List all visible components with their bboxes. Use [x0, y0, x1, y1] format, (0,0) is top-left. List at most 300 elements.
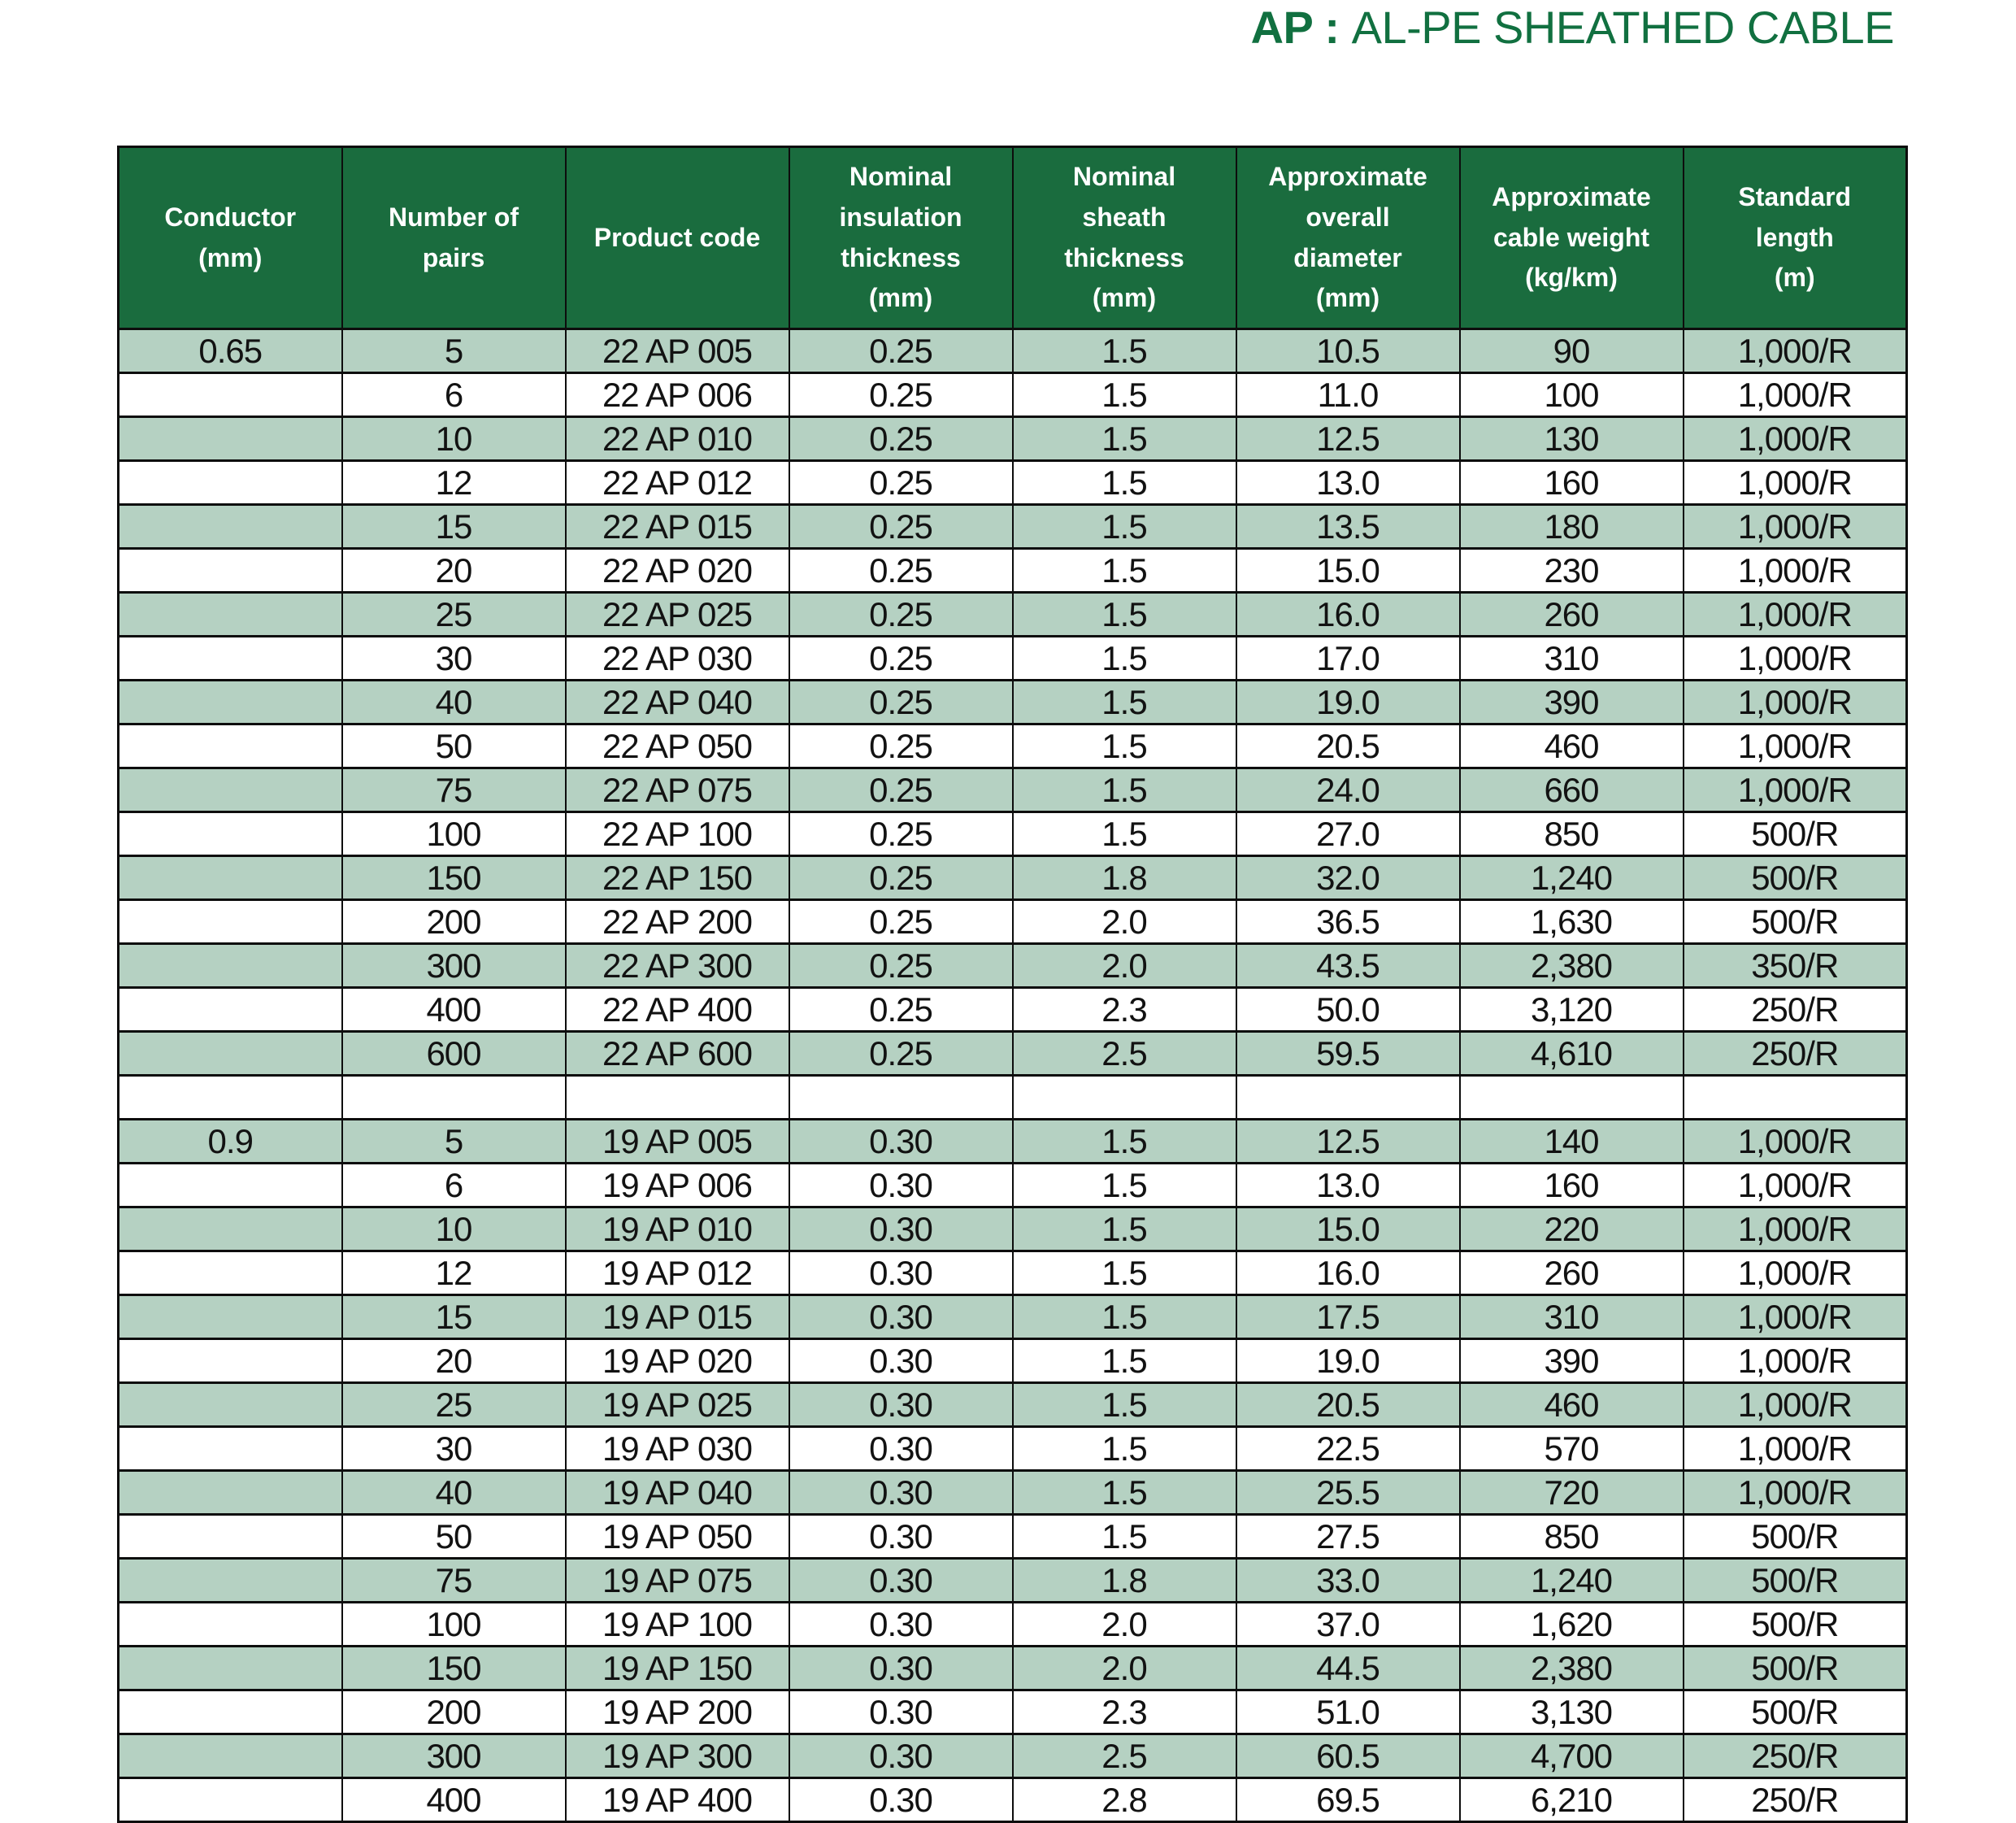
cell-diameter: 10.5 — [1236, 329, 1460, 373]
cell-insulation: 0.30 — [789, 1559, 1013, 1603]
cell-sheath: 1.5 — [1013, 724, 1236, 768]
cell-length: 1,000/R — [1684, 1471, 1907, 1515]
cell-pairs: 10 — [342, 1207, 566, 1251]
cell-weight: 460 — [1460, 724, 1684, 768]
cell-diameter: 25.5 — [1236, 1471, 1460, 1515]
separator-cell — [1460, 1076, 1684, 1120]
col-header-insulation — [789, 147, 1013, 329]
cell-code: 22 AP 006 — [566, 373, 789, 417]
cell-insulation: 0.30 — [789, 1603, 1013, 1647]
cell-code: 19 AP 150 — [566, 1647, 789, 1690]
table-row — [119, 1032, 1907, 1076]
cell-diameter: 16.0 — [1236, 1251, 1460, 1295]
col-header-line: (m) — [1774, 263, 1815, 293]
col-header-line: (mm) — [868, 283, 933, 313]
col-header-line: thickness — [1064, 242, 1184, 272]
cell-insulation: 0.25 — [789, 549, 1013, 593]
cell-sheath: 2.3 — [1013, 988, 1236, 1032]
cell-code: 22 AP 005 — [566, 329, 789, 373]
separator-cell — [1236, 1076, 1460, 1120]
table-row — [119, 505, 1907, 549]
cell-length: 1,000/R — [1684, 329, 1907, 373]
cell-insulation: 0.25 — [789, 461, 1013, 505]
col-header-product_code — [566, 147, 789, 329]
cell-diameter: 24.0 — [1236, 768, 1460, 812]
cell-weight: 1,240 — [1460, 856, 1684, 900]
cell-diameter: 16.0 — [1236, 593, 1460, 637]
cell-diameter: 37.0 — [1236, 1603, 1460, 1647]
cell-length: 250/R — [1684, 1734, 1907, 1778]
col-header-conductor — [119, 147, 342, 329]
col-header-line: (mm) — [198, 242, 263, 272]
cell-weight: 460 — [1460, 1383, 1684, 1427]
cell-pairs: 75 — [342, 1559, 566, 1603]
cell-length: 1,000/R — [1684, 637, 1907, 681]
cell-sheath: 2.5 — [1013, 1032, 1236, 1076]
cell-insulation: 0.25 — [789, 768, 1013, 812]
cell-pairs: 20 — [342, 549, 566, 593]
separator-cell — [342, 1076, 566, 1120]
cell-diameter: 19.0 — [1236, 1339, 1460, 1383]
cell-length: 250/R — [1684, 1778, 1907, 1822]
table-row — [119, 373, 1907, 417]
col-header-line: Standard — [1738, 182, 1852, 212]
table-row — [119, 549, 1907, 593]
cell-sheath: 2.8 — [1013, 1778, 1236, 1822]
cell-length: 1,000/R — [1684, 593, 1907, 637]
cell-code: 19 AP 006 — [566, 1164, 789, 1207]
cell-diameter: 44.5 — [1236, 1647, 1460, 1690]
cell-diameter: 20.5 — [1236, 1383, 1460, 1427]
cell-diameter: 33.0 — [1236, 1559, 1460, 1603]
cell-code: 22 AP 020 — [566, 549, 789, 593]
separator-row — [119, 1076, 1907, 1120]
header-row — [119, 147, 1907, 329]
cell-length: 350/R — [1684, 944, 1907, 988]
separator-cell — [1684, 1076, 1907, 1120]
col-header-line: overall — [1306, 202, 1390, 232]
cell-conductor — [119, 1295, 342, 1339]
cell-weight: 850 — [1460, 812, 1684, 856]
cell-pairs: 6 — [342, 373, 566, 417]
cell-weight: 2,380 — [1460, 944, 1684, 988]
col-header-length — [1684, 147, 1907, 329]
cell-insulation: 0.25 — [789, 944, 1013, 988]
cell-insulation: 0.30 — [789, 1120, 1013, 1164]
cell-insulation: 0.25 — [789, 329, 1013, 373]
cell-conductor — [119, 900, 342, 944]
cell-pairs: 300 — [342, 1734, 566, 1778]
cell-sheath: 1.5 — [1013, 1251, 1236, 1295]
cell-pairs: 30 — [342, 637, 566, 681]
cell-code: 22 AP 030 — [566, 637, 789, 681]
cell-code: 19 AP 075 — [566, 1559, 789, 1603]
cell-conductor: 0.65 — [119, 329, 342, 373]
cell-sheath: 2.0 — [1013, 1647, 1236, 1690]
cell-length: 1,000/R — [1684, 1207, 1907, 1251]
cell-sheath: 1.5 — [1013, 417, 1236, 461]
cell-weight: 1,240 — [1460, 1559, 1684, 1603]
cell-weight: 220 — [1460, 1207, 1684, 1251]
cell-conductor — [119, 1164, 342, 1207]
cell-diameter: 51.0 — [1236, 1690, 1460, 1734]
col-header-line: Product code — [593, 222, 761, 252]
table-row — [119, 1120, 1907, 1164]
cell-code: 19 AP 005 — [566, 1120, 789, 1164]
cell-code: 22 AP 040 — [566, 681, 789, 724]
cell-length: 500/R — [1684, 1515, 1907, 1559]
col-header-line: insulation — [839, 202, 962, 232]
cell-insulation: 0.30 — [789, 1515, 1013, 1559]
cell-weight: 390 — [1460, 1339, 1684, 1383]
cell-length: 500/R — [1684, 1647, 1907, 1690]
cell-length: 1,000/R — [1684, 461, 1907, 505]
cell-weight: 160 — [1460, 461, 1684, 505]
cell-pairs: 25 — [342, 593, 566, 637]
cell-code: 19 AP 100 — [566, 1603, 789, 1647]
cell-diameter: 12.5 — [1236, 1120, 1460, 1164]
cell-diameter: 12.5 — [1236, 417, 1460, 461]
cell-weight: 100 — [1460, 373, 1684, 417]
cell-sheath: 1.8 — [1013, 1559, 1236, 1603]
cell-insulation: 0.25 — [789, 637, 1013, 681]
cell-weight: 4,700 — [1460, 1734, 1684, 1778]
col-header-line: Nominal — [1072, 162, 1176, 192]
cell-pairs: 150 — [342, 856, 566, 900]
cell-pairs: 12 — [342, 1251, 566, 1295]
cell-diameter: 17.0 — [1236, 637, 1460, 681]
cell-insulation: 0.25 — [789, 900, 1013, 944]
cell-conductor — [119, 549, 342, 593]
table-body — [119, 329, 1907, 1822]
cell-sheath: 1.5 — [1013, 373, 1236, 417]
cell-sheath: 1.5 — [1013, 681, 1236, 724]
table-row — [119, 1559, 1907, 1603]
table-row — [119, 1295, 1907, 1339]
cell-diameter: 50.0 — [1236, 988, 1460, 1032]
col-header-line: Number of — [389, 202, 519, 232]
table-row — [119, 1603, 1907, 1647]
cell-sheath: 1.5 — [1013, 1164, 1236, 1207]
cell-sheath: 1.5 — [1013, 1383, 1236, 1427]
cell-sheath: 1.5 — [1013, 549, 1236, 593]
cell-weight: 850 — [1460, 1515, 1684, 1559]
cell-sheath: 1.5 — [1013, 812, 1236, 856]
cell-pairs: 15 — [342, 1295, 566, 1339]
cell-code: 22 AP 012 — [566, 461, 789, 505]
cell-diameter: 22.5 — [1236, 1427, 1460, 1471]
cell-sheath: 1.5 — [1013, 593, 1236, 637]
cell-conductor — [119, 1515, 342, 1559]
cell-insulation: 0.25 — [789, 681, 1013, 724]
cell-conductor — [119, 1647, 342, 1690]
cell-weight: 1,620 — [1460, 1603, 1684, 1647]
table-row — [119, 329, 1907, 373]
cell-weight: 180 — [1460, 505, 1684, 549]
cell-pairs: 100 — [342, 812, 566, 856]
table-row — [119, 724, 1907, 768]
col-header-pairs — [342, 147, 566, 329]
cell-insulation: 0.30 — [789, 1383, 1013, 1427]
cell-weight: 3,120 — [1460, 988, 1684, 1032]
cell-conductor — [119, 505, 342, 549]
cell-insulation: 0.25 — [789, 593, 1013, 637]
cell-pairs: 150 — [342, 1647, 566, 1690]
cell-insulation: 0.25 — [789, 373, 1013, 417]
table-row — [119, 1427, 1907, 1471]
cell-sheath: 1.5 — [1013, 768, 1236, 812]
cell-insulation: 0.25 — [789, 812, 1013, 856]
cell-code: 19 AP 050 — [566, 1515, 789, 1559]
cell-pairs: 5 — [342, 1120, 566, 1164]
cell-code: 19 AP 400 — [566, 1778, 789, 1822]
cell-conductor — [119, 1207, 342, 1251]
cell-conductor — [119, 812, 342, 856]
cell-length: 1,000/R — [1684, 1427, 1907, 1471]
cell-insulation: 0.25 — [789, 988, 1013, 1032]
cell-code: 22 AP 200 — [566, 900, 789, 944]
cell-weight: 570 — [1460, 1427, 1684, 1471]
cell-sheath: 2.5 — [1013, 1734, 1236, 1778]
page-title — [1251, 2, 1894, 54]
cell-length: 1,000/R — [1684, 549, 1907, 593]
table-row — [119, 1251, 1907, 1295]
cell-sheath: 1.5 — [1013, 461, 1236, 505]
cell-length: 500/R — [1684, 856, 1907, 900]
cell-conductor — [119, 1734, 342, 1778]
cell-code: 19 AP 015 — [566, 1295, 789, 1339]
cell-conductor — [119, 1339, 342, 1383]
cell-length: 500/R — [1684, 812, 1907, 856]
separator-cell — [566, 1076, 789, 1120]
cell-length: 1,000/R — [1684, 1339, 1907, 1383]
cell-code: 22 AP 150 — [566, 856, 789, 900]
cell-conductor — [119, 593, 342, 637]
cell-insulation: 0.30 — [789, 1295, 1013, 1339]
cell-sheath: 2.3 — [1013, 1690, 1236, 1734]
cell-length: 1,000/R — [1684, 1251, 1907, 1295]
cell-insulation: 0.30 — [789, 1647, 1013, 1690]
cell-length: 250/R — [1684, 1032, 1907, 1076]
page-title-name: AL-PE SHEATHED CABLE — [1351, 2, 1894, 53]
cell-conductor — [119, 724, 342, 768]
cell-weight: 310 — [1460, 1295, 1684, 1339]
col-header-line: Conductor — [164, 202, 297, 232]
cell-length: 1,000/R — [1684, 681, 1907, 724]
cell-insulation: 0.30 — [789, 1251, 1013, 1295]
cell-sheath: 2.0 — [1013, 944, 1236, 988]
col-header-line: length — [1755, 222, 1834, 252]
cell-insulation: 0.30 — [789, 1690, 1013, 1734]
cell-code: 22 AP 300 — [566, 944, 789, 988]
cell-sheath: 1.5 — [1013, 1339, 1236, 1383]
col-header-weight — [1460, 147, 1684, 329]
table-row — [119, 1734, 1907, 1778]
cell-sheath: 2.0 — [1013, 1603, 1236, 1647]
cell-insulation: 0.30 — [789, 1471, 1013, 1515]
cell-pairs: 50 — [342, 1515, 566, 1559]
cell-sheath: 1.5 — [1013, 505, 1236, 549]
table-row — [119, 1383, 1907, 1427]
cell-insulation: 0.25 — [789, 417, 1013, 461]
cell-sheath: 1.5 — [1013, 1207, 1236, 1251]
cell-diameter: 60.5 — [1236, 1734, 1460, 1778]
cell-insulation: 0.30 — [789, 1207, 1013, 1251]
cell-sheath: 1.8 — [1013, 856, 1236, 900]
cell-pairs: 200 — [342, 1690, 566, 1734]
cell-weight: 90 — [1460, 329, 1684, 373]
cell-diameter: 27.0 — [1236, 812, 1460, 856]
cell-code: 19 AP 010 — [566, 1207, 789, 1251]
cell-conductor — [119, 1778, 342, 1822]
cell-pairs: 600 — [342, 1032, 566, 1076]
cell-length: 1,000/R — [1684, 768, 1907, 812]
cell-length: 500/R — [1684, 1690, 1907, 1734]
table-row — [119, 768, 1907, 812]
cell-length: 1,000/R — [1684, 1120, 1907, 1164]
cell-pairs: 15 — [342, 505, 566, 549]
cell-insulation: 0.25 — [789, 724, 1013, 768]
table-row — [119, 900, 1907, 944]
cell-sheath: 1.5 — [1013, 1120, 1236, 1164]
cell-code: 19 AP 030 — [566, 1427, 789, 1471]
cell-conductor — [119, 417, 342, 461]
table-row — [119, 1471, 1907, 1515]
cell-code: 22 AP 400 — [566, 988, 789, 1032]
cell-insulation: 0.30 — [789, 1427, 1013, 1471]
cell-diameter: 15.0 — [1236, 549, 1460, 593]
cell-diameter: 13.0 — [1236, 461, 1460, 505]
cell-sheath: 1.5 — [1013, 637, 1236, 681]
cell-weight: 1,630 — [1460, 900, 1684, 944]
cell-weight: 720 — [1460, 1471, 1684, 1515]
table-row — [119, 1690, 1907, 1734]
cell-weight: 160 — [1460, 1164, 1684, 1207]
cell-pairs: 75 — [342, 768, 566, 812]
table-row — [119, 1647, 1907, 1690]
col-header-line: thickness — [841, 242, 961, 272]
cell-pairs: 40 — [342, 1471, 566, 1515]
col-header-line: (mm) — [1315, 283, 1380, 313]
cell-code: 22 AP 075 — [566, 768, 789, 812]
cell-pairs: 20 — [342, 1339, 566, 1383]
cell-conductor — [119, 1559, 342, 1603]
table-row — [119, 1164, 1907, 1207]
cell-weight: 390 — [1460, 681, 1684, 724]
cell-length: 1,000/R — [1684, 1295, 1907, 1339]
cell-insulation: 0.30 — [789, 1164, 1013, 1207]
cell-diameter: 13.5 — [1236, 505, 1460, 549]
cell-code: 22 AP 050 — [566, 724, 789, 768]
cell-sheath: 2.0 — [1013, 900, 1236, 944]
cell-insulation: 0.30 — [789, 1734, 1013, 1778]
table-row — [119, 988, 1907, 1032]
cell-code: 22 AP 600 — [566, 1032, 789, 1076]
cell-weight: 2,380 — [1460, 1647, 1684, 1690]
cell-diameter: 59.5 — [1236, 1032, 1460, 1076]
cell-length: 1,000/R — [1684, 724, 1907, 768]
table-row — [119, 1778, 1907, 1822]
cell-conductor — [119, 856, 342, 900]
separator-cell — [119, 1076, 342, 1120]
col-header-sheath — [1013, 147, 1236, 329]
table-row — [119, 944, 1907, 988]
col-header-line: Approximate — [1492, 182, 1651, 212]
col-header-line: Approximate — [1268, 162, 1427, 192]
cell-conductor — [119, 1603, 342, 1647]
cell-conductor — [119, 373, 342, 417]
table-row — [119, 1207, 1907, 1251]
cell-length: 500/R — [1684, 900, 1907, 944]
cell-weight: 230 — [1460, 549, 1684, 593]
cell-code: 19 AP 040 — [566, 1471, 789, 1515]
cell-weight: 310 — [1460, 637, 1684, 681]
cell-conductor — [119, 461, 342, 505]
cell-length: 1,000/R — [1684, 417, 1907, 461]
col-header-diameter — [1236, 147, 1460, 329]
cell-code: 22 AP 015 — [566, 505, 789, 549]
cell-length: 1,000/R — [1684, 1164, 1907, 1207]
cell-conductor — [119, 988, 342, 1032]
table-row — [119, 417, 1907, 461]
col-header-line: cable weight — [1492, 222, 1650, 252]
cell-pairs: 200 — [342, 900, 566, 944]
cell-length: 500/R — [1684, 1559, 1907, 1603]
cell-code: 22 AP 010 — [566, 417, 789, 461]
cell-diameter: 36.5 — [1236, 900, 1460, 944]
cell-length: 1,000/R — [1684, 373, 1907, 417]
col-header-line: Nominal — [849, 162, 953, 192]
cell-diameter: 19.0 — [1236, 681, 1460, 724]
cell-code: 19 AP 012 — [566, 1251, 789, 1295]
cell-pairs: 40 — [342, 681, 566, 724]
cell-insulation: 0.30 — [789, 1778, 1013, 1822]
cell-code: 19 AP 025 — [566, 1383, 789, 1427]
col-header-line: pairs — [422, 242, 485, 272]
cell-length: 250/R — [1684, 988, 1907, 1032]
cell-weight: 660 — [1460, 768, 1684, 812]
col-header-line: sheath — [1082, 202, 1167, 232]
col-header-line: diameter — [1293, 242, 1402, 272]
separator-cell — [789, 1076, 1013, 1120]
cell-code: 19 AP 020 — [566, 1339, 789, 1383]
cell-sheath: 1.5 — [1013, 1515, 1236, 1559]
col-header-line: (kg/km) — [1525, 263, 1618, 293]
separator-cell — [1013, 1076, 1236, 1120]
table-row — [119, 812, 1907, 856]
cell-insulation: 0.25 — [789, 505, 1013, 549]
cell-conductor — [119, 1471, 342, 1515]
table-row — [119, 1515, 1907, 1559]
cell-conductor: 0.9 — [119, 1120, 342, 1164]
cell-insulation: 0.30 — [789, 1339, 1013, 1383]
cell-conductor — [119, 1690, 342, 1734]
cell-length: 500/R — [1684, 1603, 1907, 1647]
cell-weight: 260 — [1460, 593, 1684, 637]
cell-diameter: 20.5 — [1236, 724, 1460, 768]
cell-length: 1,000/R — [1684, 1383, 1907, 1427]
cell-diameter: 32.0 — [1236, 856, 1460, 900]
cell-pairs: 6 — [342, 1164, 566, 1207]
page-title-separator: : — [1312, 2, 1352, 53]
table-row — [119, 637, 1907, 681]
cell-diameter: 11.0 — [1236, 373, 1460, 417]
cell-sheath: 1.5 — [1013, 329, 1236, 373]
cell-code: 22 AP 025 — [566, 593, 789, 637]
cell-weight: 3,130 — [1460, 1690, 1684, 1734]
cell-pairs: 100 — [342, 1603, 566, 1647]
cell-pairs: 400 — [342, 1778, 566, 1822]
